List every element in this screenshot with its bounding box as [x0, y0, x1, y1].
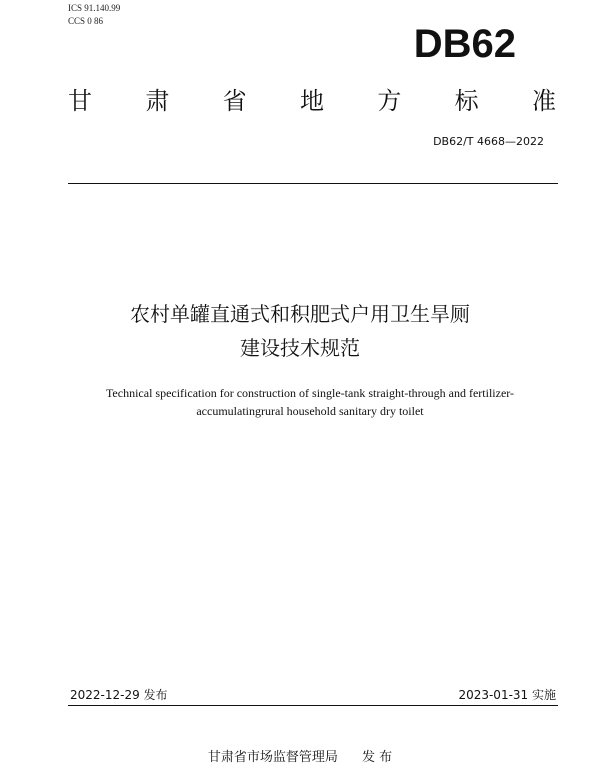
chinese-title-line-2: 建设技术规范 [240, 336, 360, 360]
standard-type-char: 方 [377, 87, 402, 115]
issue-date: 2022-12-29 发布 [70, 688, 168, 702]
standard-type-char: 甘 [68, 87, 92, 115]
publisher-action: 发 布 [361, 750, 393, 765]
standard-type-char: 省 [222, 87, 247, 115]
publisher-name: 甘肃省市场监督管理局 [207, 750, 338, 765]
classification-codes [68, 2, 120, 28]
standard-type-title [68, 86, 556, 116]
publisher [0, 746, 600, 765]
standard-type-char: 地 [299, 87, 324, 115]
english-title-line-1: Technical specification for construction of single-tank straight-through and fertilizer- [105, 386, 515, 400]
standard-number: DB62/T 4668—2022 [433, 135, 544, 148]
chinese-title [0, 297, 600, 365]
english-title [40, 384, 580, 420]
english-title-line-2: accumulatingrural household sanitary dry toilet [196, 404, 424, 418]
standard-type-char: 准 [531, 87, 556, 115]
ics-code: ICS 91.140.99 [68, 3, 121, 13]
standard-type-char: 肃 [145, 87, 170, 115]
ccs-code: CCS 0 86 [68, 16, 104, 26]
standard-type-char: 标 [454, 87, 479, 115]
top-divider [68, 183, 558, 184]
bottom-divider [68, 705, 558, 706]
implementation-date: 2023-01-31 实施 [458, 688, 556, 702]
chinese-title-line-1: 农村单罐直通式和积肥式户用卫生旱厕 [130, 302, 470, 326]
standard-code-logo: DB62 [413, 22, 516, 66]
